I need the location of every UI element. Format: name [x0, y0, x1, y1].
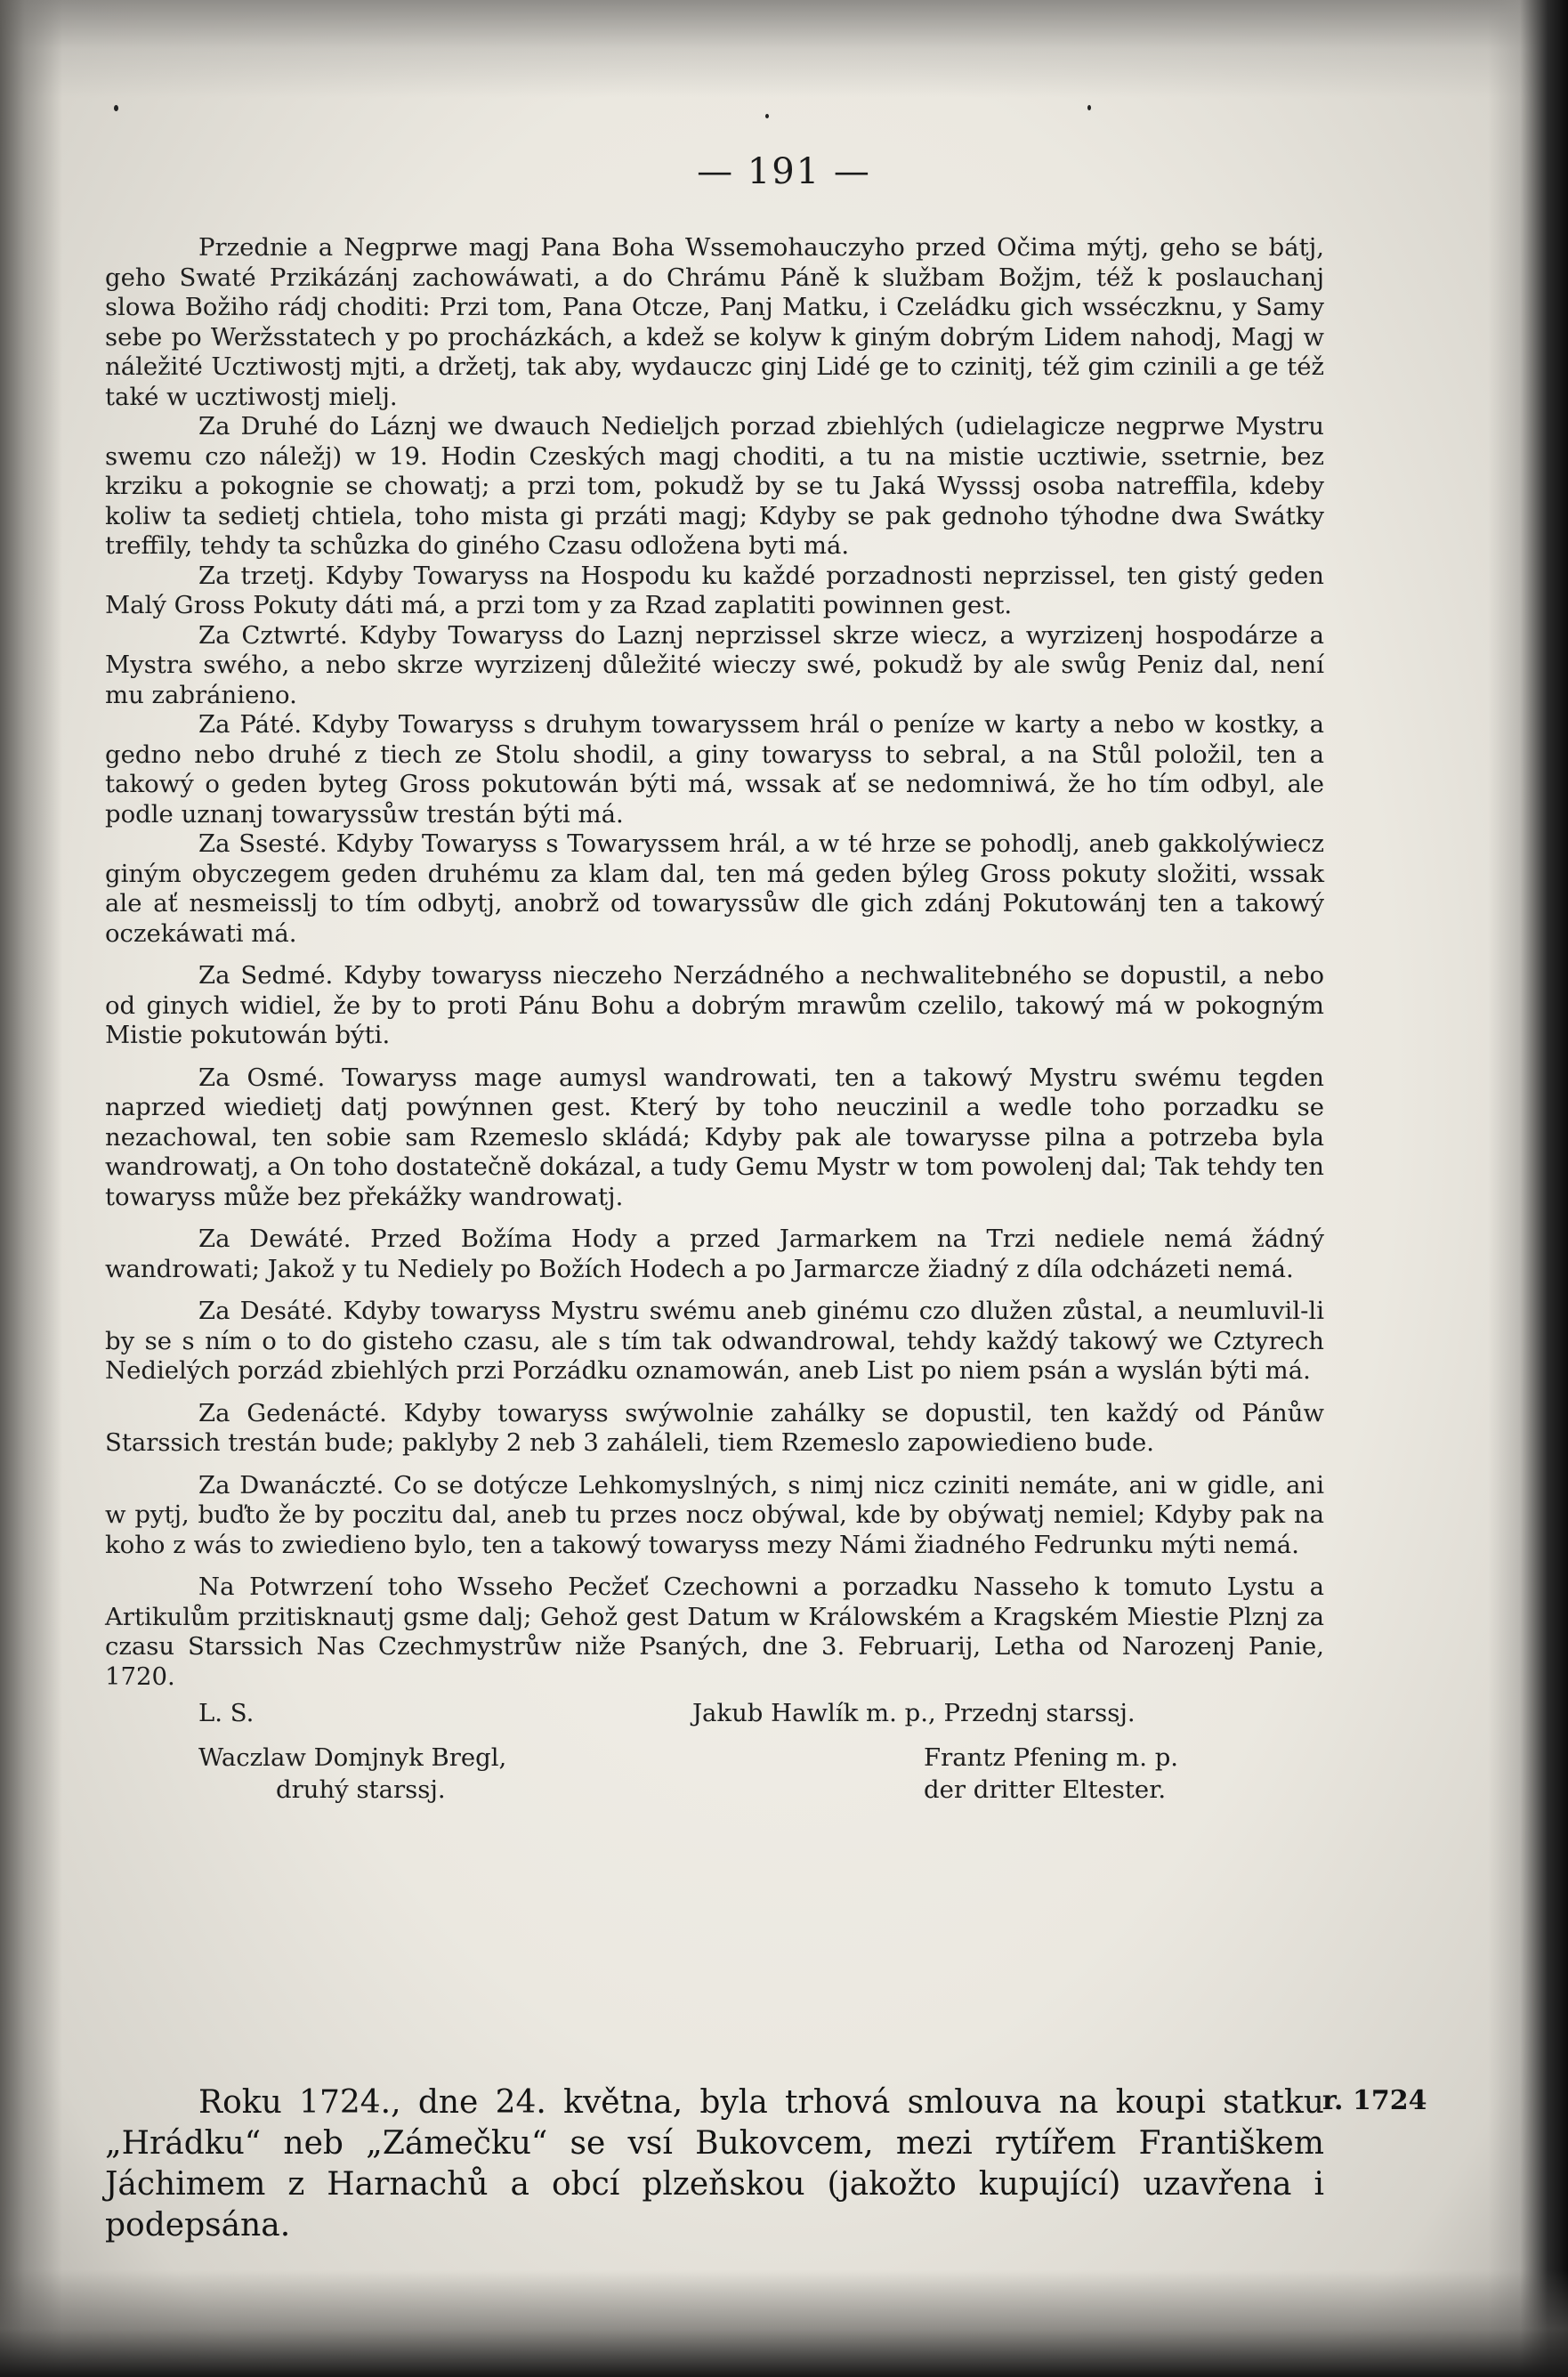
ink-speck: [114, 105, 118, 111]
paragraph-5: Za Páté. Kdyby Towaryss s druhym towaryssem hrál o peníze w karty a nebo w kostky, a gedno nebo druhé z tiech ze Stolu shodil, a giny towaryss to sebral, a na Stůl položil, ten a takowý o geden byteg Gross pokutowán býti má, wssak ať se nedomniwá, že ho tím odbyl, ale podle uznanj towaryssůw trestán býti má.: [105, 710, 1324, 829]
paragraph-13: Na Potwrzení toho Wsseho Pecžeť Czechowni a porzadku Nasseho k tomuto Lystu a Artikulům przitisknautj gsme dalj; Gehož gest Datum w Králowském a Kragském Miestie Plznj za czasu Starssich Nas Czechmystrůw niže Psaných, dne 3. Februarij, Letha od Narozenj Panie, 1720.: [105, 1573, 1324, 1691]
margin-year-note: r. 1724: [1322, 2085, 1427, 2116]
paragraph-6: Za Ssesté. Kdyby Towaryss s Towaryssem hrál, a w té hrze se pohodlj, aneb gakkolýwiecz giným obyczegem geden druhému za klam dal, ten má geden býleg Gross pokuty složiti, wssak ale ať nesmeisslj to tím odbytj, anobrž od towaryssůw dle gich zdánj Pokutowánj ten a takowý oczekáwati má.: [105, 829, 1324, 948]
paragraph-2: Za Druhé do Láznj we dwauch Nedieljch porzad zbiehlých (udielagicze negprwe Mystru swemu czo náležj) w 19. Hodin Czeských magj choditi, a tu na mistie ucztiwie, ssetrnie, bez krziku a pokognie se chowatj; a przi tom, pokudž by se tu Jaká Wysssj osoba natreffila, kdeby koliw ta sedietj chtiela, toho mista gi przáti magj; Kdyby se pak gednoho týhodne dwa Swátky treffily, tehdy ta schůzka do giného Czasu odložena byti má.: [105, 412, 1324, 560]
page-shadow-right: [1488, 0, 1568, 2377]
page-shadow-top: [0, 0, 1568, 98]
third-signer-name: Frantz Pfening m. p.: [924, 1743, 1179, 1772]
paragraph-7: Za Sedmé. Kdyby towaryss nieczeho Nerzádného a nechwalitebného se dopustil, a nebo od ginych widiel, že by to proti Pánu Bohu a dobrým mrawům czelilo, takowý má w pokogným Mistie pokutowán býti.: [105, 961, 1324, 1049]
paragraph-4: Za Cztwrté. Kdyby Towaryss do Laznj neprzissel skrze wiecz, a wyrzizenj hospodárze a Mystra swého, a nebo skrze wyrzizenj důležité wieczy swé, pokudž by ale swůg Peniz dal, není mu zabránieno.: [105, 620, 1324, 709]
paragraph-1: Przednie a Negprwe magj Pana Boha Wssemohauczyho przed Očima mýtj, geho se bátj, geho Swaté Przikázánj zachowáwati, a do Chrámu Páně k službam Božjm, též k poslauchanj slowa Božiho rádj choditi: Przi tom, Pana Otcze, Panj Matku, i Czeládku gich wsséczknu, y Samy sebe po Weržsstatech y po procházkách, a kdež se kolyw k giným dobrým Lidem nahodj, Magj w náležité Ucztiwostj mjti, a držetj, tak aby, wydauczc ginj Lidé ge to czinitj, též gim czinili a ge též také w ucztiwostj mielj.: [105, 233, 1324, 411]
page-shadow-bottom: [0, 2270, 1568, 2377]
page-shadow-left: [0, 0, 62, 2377]
page-number: — 191 —: [697, 151, 871, 192]
second-signer-name: Waczlaw Domjnyk Bregl,: [198, 1743, 507, 1772]
note-text: Roku 1724., dne 24. května, byla trhová smlouva na koupi statku „Hrádku“ neb „Zámečku“ se vsí Bukovcem, mezi rytířem Františkem Jáchimem z Harnachů a obcí plzeňskou (jakožto kupující) uzavřena i podepsána.: [105, 2084, 1324, 2244]
first-signer: Jakub Hawlík m. p., Przednj starssj.: [692, 1699, 1136, 1727]
second-signer-title: druhý starssj.: [276, 1775, 446, 1804]
signature-block: [105, 1699, 1324, 1807]
paragraph-8: Za Osmé. Towaryss mage aumysl wandrowati, ten a takowý Mystru swému tegden naprzed wiedietj datj powýnnen gest. Který by toho neuczinil a wedle toho porzadku se nezachowal, ten sobie sam Rzemeslo skládá; Kdyby pak ale towarysse pilna a potrzeba byla wandrowatj, a On toho dostatečně dokázal, a tudy Gemu Mystr w tom powolenj dal; Tak tehdy ten towaryss může bez překážky wandrowatj.: [105, 1063, 1324, 1211]
third-signer-title: der dritter Eltester.: [924, 1775, 1167, 1804]
seal-mark: L. S.: [198, 1699, 255, 1727]
paragraph-12: Za Dwanáczté. Co se dotýcze Lehkomyslných, s nimj nicz cziniti nemáte, ani w gidle, ani w pytj, buďto že by poczitu dal, aneb tu przes nocz obýwal, kde by obýwatj nemiel; Kdyby pak na koho z wás to zwiedieno bylo, ten a takowý towaryss mezy Námi žiadného Fedrunku mýti nemá.: [105, 1470, 1324, 1559]
ink-speck: [1087, 105, 1091, 110]
ink-speck: [765, 114, 769, 118]
paragraph-3: Za trzetj. Kdyby Towaryss na Hospodu ku každé porzadnosti neprzissel, ten gistý geden Malý Gross Pokuty dáti má, a przi tom y za Rzad zaplatiti powinnen gest.: [105, 561, 1324, 619]
document-body: [105, 233, 1324, 1807]
paragraph-10: Za Desáté. Kdyby towaryss Mystru swému aneb ginému czo dlužen zůstal, a neumluvil-li by se s ním o to do gisteho czasu, ale s tím tak odwandrowal, tehdy každý takowý we Cztyrech Nedielých porzád zbiehlých przi Porzádku oznamowán, aneb List po niem psán a wyslán býti má.: [105, 1297, 1324, 1385]
paragraph-11: Za Gedenácté. Kdyby towaryss swýwolnie zahálky se dopustil, ten každý od Pánůw Starssich trestán bude; paklyby 2 neb 3 zaháleli, tiem Rzemeslo zapowiedieno bude.: [105, 1398, 1324, 1457]
historical-note: [105, 2082, 1324, 2246]
paragraph-9: Za Dewáté. Przed Božíma Hody a przed Jarmarkem na Trzi nediele nemá žádný wandrowati; Jakož y tu Nediely po Božích Hodech a po Jarmarcze žiadný z díla odcházeti nemá.: [105, 1225, 1324, 1283]
